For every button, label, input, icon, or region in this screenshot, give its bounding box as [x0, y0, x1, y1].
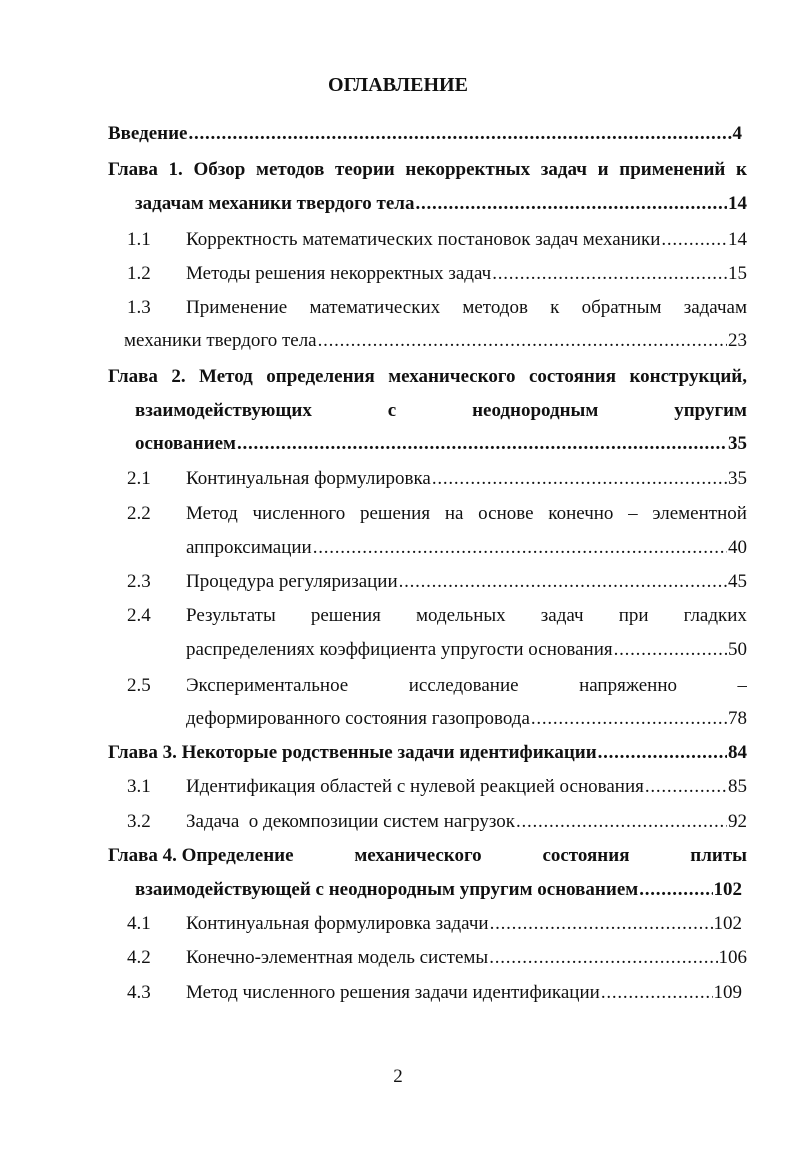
toc-section-2-2-cont[interactable]: [186, 535, 747, 561]
word: Глава: [108, 366, 158, 387]
word: Обзор: [193, 159, 246, 180]
word: на: [444, 503, 464, 524]
dot-leader: [645, 774, 727, 800]
toc-chapter-1-cont[interactable]: [135, 191, 747, 217]
word: 1.: [168, 159, 183, 180]
page-number: 2: [393, 1066, 403, 1087]
toc-section-1-3[interactable]: [186, 295, 747, 321]
word: теории: [335, 159, 395, 180]
entry-title: задачам механики твердого тела: [135, 193, 415, 214]
toc-section-3-2[interactable]: [186, 809, 747, 835]
word: математических: [309, 297, 441, 318]
word: механического: [388, 366, 516, 387]
section-number: 4.3: [127, 982, 151, 1003]
word: исследование: [408, 675, 519, 696]
toc-section-1-1[interactable]: [186, 227, 747, 253]
toc-section-2-1[interactable]: [186, 466, 747, 492]
word: определения: [266, 366, 375, 387]
toc-section-4-1[interactable]: [186, 911, 742, 937]
word: задачам: [683, 297, 747, 318]
entry-page: 84: [728, 742, 747, 763]
dot-leader: [399, 569, 727, 595]
section-number: 4.2: [127, 947, 151, 968]
entry-title: Процедура регуляризации: [186, 571, 398, 592]
toc-section-2-5[interactable]: [186, 673, 747, 699]
toc-section-4-3[interactable]: [186, 980, 742, 1006]
section-number: 3.1: [127, 776, 151, 797]
entry-page: 85: [728, 776, 747, 797]
word: и: [597, 159, 609, 180]
section-number: 1.2: [127, 263, 151, 284]
toc-chapter-2-title[interactable]: [108, 364, 747, 390]
toc-chapter-4-cont[interactable]: [135, 877, 742, 903]
entry-title: Континуальная формулировка задачи: [186, 913, 489, 934]
section-number: 2.2: [127, 503, 151, 524]
section-number: 4.1: [127, 913, 151, 934]
toc-section-2-2[interactable]: [186, 501, 747, 527]
word: методов: [256, 159, 325, 180]
word: основе: [478, 503, 534, 524]
dot-leader: [601, 980, 713, 1006]
dot-leader: [313, 535, 727, 561]
entry-title: Корректность математических постановок задач механики: [186, 229, 661, 250]
entry-page: 23: [728, 330, 747, 351]
entry-page: 78: [728, 708, 747, 729]
dot-leader: [489, 945, 717, 971]
word: Метод: [186, 503, 238, 524]
word: плиты: [690, 845, 747, 866]
entry-title: Введение: [108, 123, 188, 144]
entry-title: Метод численного решения задачи идентификации: [186, 982, 600, 1003]
dot-leader: [415, 191, 727, 217]
word: Глава: [108, 159, 158, 180]
section-number: 2.4: [127, 605, 151, 626]
word: модельных: [416, 605, 506, 626]
entry-page: 35: [728, 468, 747, 489]
toc-section-2-4[interactable]: [186, 603, 747, 629]
entry-page: 109: [713, 982, 742, 1003]
dot-leader: [598, 740, 727, 766]
toc-chapter-2-cont[interactable]: [135, 398, 747, 424]
word: задач: [540, 605, 584, 626]
entry-page: 15: [728, 263, 747, 284]
word: конечно: [548, 503, 614, 524]
dot-leader: [490, 911, 713, 937]
entry-page: 35: [728, 433, 747, 454]
section-number: 1.3: [127, 297, 151, 318]
entry-title: распределениях коэффициента упругости основания: [186, 639, 613, 660]
dot-leader: [432, 466, 727, 492]
entry-title: Идентификация областей с нулевой реакцией основания: [186, 776, 644, 797]
entry-page: 102: [713, 913, 742, 934]
toc-section-1-3-cont[interactable]: [124, 328, 747, 354]
section-number: 2.1: [127, 468, 151, 489]
word: методов: [462, 297, 528, 318]
dot-leader: [531, 706, 727, 732]
entry-page: 92: [728, 811, 747, 832]
entry-title: Задача о декомпозиции систем нагрузок: [186, 811, 515, 832]
toc-chapter-3-title[interactable]: [108, 740, 747, 766]
word: Результаты: [186, 605, 276, 626]
section-number: 3.2: [127, 811, 151, 832]
word: Применение: [186, 297, 288, 318]
word: упругим: [674, 400, 747, 421]
toc-chapter-2-cont2[interactable]: [135, 431, 747, 457]
word: с: [387, 400, 397, 421]
dot-leader: [614, 637, 727, 663]
toc-chapter-4-title[interactable]: [108, 843, 747, 869]
word: обратным: [581, 297, 662, 318]
word: решения: [359, 503, 431, 524]
word: элементной: [652, 503, 747, 524]
toc-section-3-1[interactable]: [186, 774, 747, 800]
word: состояния: [528, 366, 617, 387]
dot-leader: [189, 121, 732, 147]
word: задач: [540, 159, 587, 180]
entry-page: 102: [713, 879, 742, 900]
toc-section-4-2[interactable]: [186, 945, 747, 971]
word: численного: [252, 503, 346, 524]
word: состояния: [542, 845, 630, 866]
entry-page: 50: [728, 639, 747, 660]
section-number: 1.1: [127, 229, 151, 250]
word: к: [550, 297, 560, 318]
entry-title: Континуальная формулировка: [186, 468, 431, 489]
entry-page: 45: [728, 571, 747, 592]
entry-title: Конечно-элементная модель системы: [186, 947, 489, 968]
entry-title: деформированного состояния газопровода: [186, 708, 530, 729]
dot-leader: [492, 261, 727, 287]
toc-entry-intro[interactable]: [108, 121, 742, 147]
entry-title: аппроксимации: [186, 537, 312, 558]
toc-section-1-2[interactable]: [186, 261, 747, 287]
dot-leader: [237, 431, 727, 457]
dot-leader: [516, 809, 727, 835]
word: механического: [354, 845, 482, 866]
section-number: 2.5: [127, 675, 151, 696]
word: напряженно: [579, 675, 677, 696]
word: при: [618, 605, 649, 626]
section-number: 2.3: [127, 571, 151, 592]
word: Глава 4. Определение: [108, 845, 294, 866]
word: неоднородным: [472, 400, 599, 421]
entry-page: 14: [728, 193, 747, 214]
entry-title: взаимодействующей с неоднородным упругим основанием: [135, 879, 639, 900]
word: решения: [310, 605, 381, 626]
word: конструкций,: [629, 366, 747, 387]
entry-title: Методы решения некорректных задач: [186, 263, 492, 284]
word: применений: [619, 159, 726, 180]
word: 2.: [171, 366, 186, 387]
word: –: [737, 675, 747, 696]
entry-page: 14: [728, 229, 747, 250]
toc-section-2-4-cont[interactable]: [186, 637, 747, 663]
toc-section-2-5-cont[interactable]: [186, 706, 747, 732]
entry-page: 4: [732, 123, 742, 144]
entry-page: 106: [718, 947, 747, 968]
word: к: [736, 159, 747, 180]
dot-leader: [639, 877, 712, 903]
word: гладких: [683, 605, 747, 626]
dot-leader: [318, 328, 727, 354]
dot-leader: [661, 227, 727, 253]
entry-title: основанием: [135, 433, 236, 454]
word: –: [628, 503, 638, 524]
entry-title: Глава 3. Некоторые родственные задачи идентификации: [108, 742, 597, 763]
word: Метод: [199, 366, 253, 387]
toc-chapter-1-title[interactable]: [108, 157, 747, 183]
entry-title: механики твердого тела: [124, 330, 317, 351]
word: Экспериментальное: [186, 675, 349, 696]
toc-title: ОГЛАВЛЕНИЕ: [328, 74, 468, 96]
word: некорректных: [405, 159, 531, 180]
entry-page: 40: [728, 537, 747, 558]
toc-section-2-3[interactable]: [186, 569, 747, 595]
word: взаимодействующих: [135, 400, 312, 421]
